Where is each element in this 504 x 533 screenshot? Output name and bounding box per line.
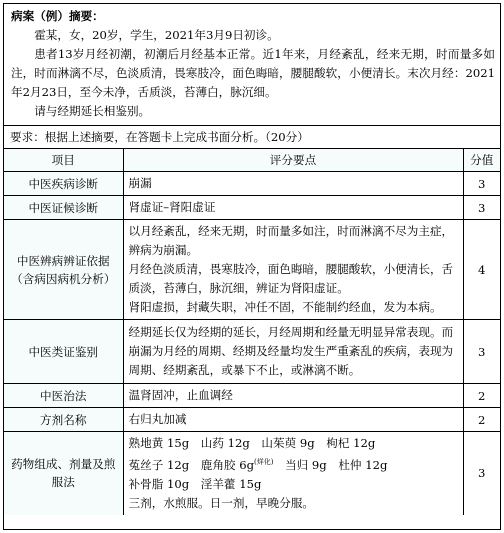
row-item: 中医辨病辨证依据（含病因病机分析）	[4, 220, 123, 320]
row-score: 3	[463, 196, 500, 220]
case-patient-info: 霍某，女，20岁，学生，2021年3月9日初诊。	[34, 28, 279, 42]
row-score: 4	[463, 220, 500, 320]
case-history: 患者13岁月经初潮，初潮后月经基本正常。近1年来，月经紊乱，经来无期，时而量多如注，时而淋漓不尽，色淡质清，畏寒肢冷，面色晦暗，腰腿酸软，小便清长。末次月经：2021年2月23日，至今未净，舌质淡，苔薄白，脉沉细。	[11, 47, 495, 99]
row-points: 经期延长仅为经期的延长，月经周期和经量无明显异常表现。而崩漏为月经的周期、经期及经量均发生严重紊乱的疾病，表现为周期、经期紊乱，或暴下不止，或淋漓不断。	[123, 320, 463, 384]
row-item: 方剂名称	[4, 408, 123, 432]
row-score: 2	[463, 408, 500, 432]
row-score: 3	[463, 320, 500, 384]
table-row	[4, 432, 500, 515]
row-points: 温肾固冲，止血调经	[123, 384, 463, 408]
row-item: 中医证候诊断	[4, 196, 123, 220]
row-item: 中医疾病诊断	[4, 172, 123, 196]
row-score: 3	[463, 432, 500, 515]
table-header-row	[4, 149, 500, 172]
row-points: 右归丸加减	[123, 408, 463, 432]
row-points	[123, 220, 463, 320]
row-score: 3	[463, 172, 500, 196]
point-text: 当归 9g 杜仲 12g	[273, 457, 388, 472]
row-score: 2	[463, 384, 500, 408]
header-score: 分值	[463, 149, 500, 172]
table-row	[4, 220, 500, 320]
case-heading: 病案（例）摘要：	[11, 9, 104, 23]
table-row	[4, 408, 500, 432]
point-line: 补骨脂 10g 淫羊藿 15g	[128, 476, 262, 491]
row-item: 中医类证鉴别	[4, 320, 123, 384]
table-row	[4, 320, 500, 384]
point-line: 以月经紊乱，经来无期，时而量多如注，时而淋漓不尽为主症，辨病为崩漏。	[128, 224, 454, 257]
header-item: 项目	[4, 149, 123, 172]
table-row	[4, 196, 500, 220]
table-row	[4, 172, 500, 196]
case-instruction: 请与经期延长相鉴别。	[34, 104, 151, 118]
point-line: 熟地黄 15g 山药 12g 山茱萸 9g 枸杞 12g	[128, 436, 376, 450]
case-summary	[4, 4, 500, 126]
header-points: 评分要点	[123, 149, 463, 172]
point-note: (烊化)	[254, 458, 274, 466]
point-line	[129, 453, 458, 475]
case-document	[3, 3, 501, 530]
row-points: 崩漏	[123, 172, 463, 196]
scoring-table	[4, 149, 500, 515]
point-line: 月经色淡质清，畏寒肢冷，面色晦暗，腰腿酸软，小便清长，舌质淡，苔薄白，脉沉细，辨证为肾阳虚证。	[128, 262, 454, 295]
point-line: 三剂，水煎服。日一剂，早晚分服。	[128, 495, 315, 510]
point-line: 肾阳虚损，封藏失职，冲任不固，不能制约经血，发为本病。	[128, 300, 442, 314]
row-item: 药物组成、剂量及煎服法	[4, 432, 123, 515]
row-points	[123, 432, 463, 515]
table-row	[4, 384, 500, 408]
requirement-line: 要求：根据上述摘要，在答题卡上完成书面分析。（20分）	[4, 126, 500, 149]
row-item: 中医治法	[4, 384, 123, 408]
point-text: 菟丝子 12g 鹿角胶 6g	[128, 457, 254, 472]
row-points: 肾虚证–肾阳虚证	[123, 196, 463, 220]
